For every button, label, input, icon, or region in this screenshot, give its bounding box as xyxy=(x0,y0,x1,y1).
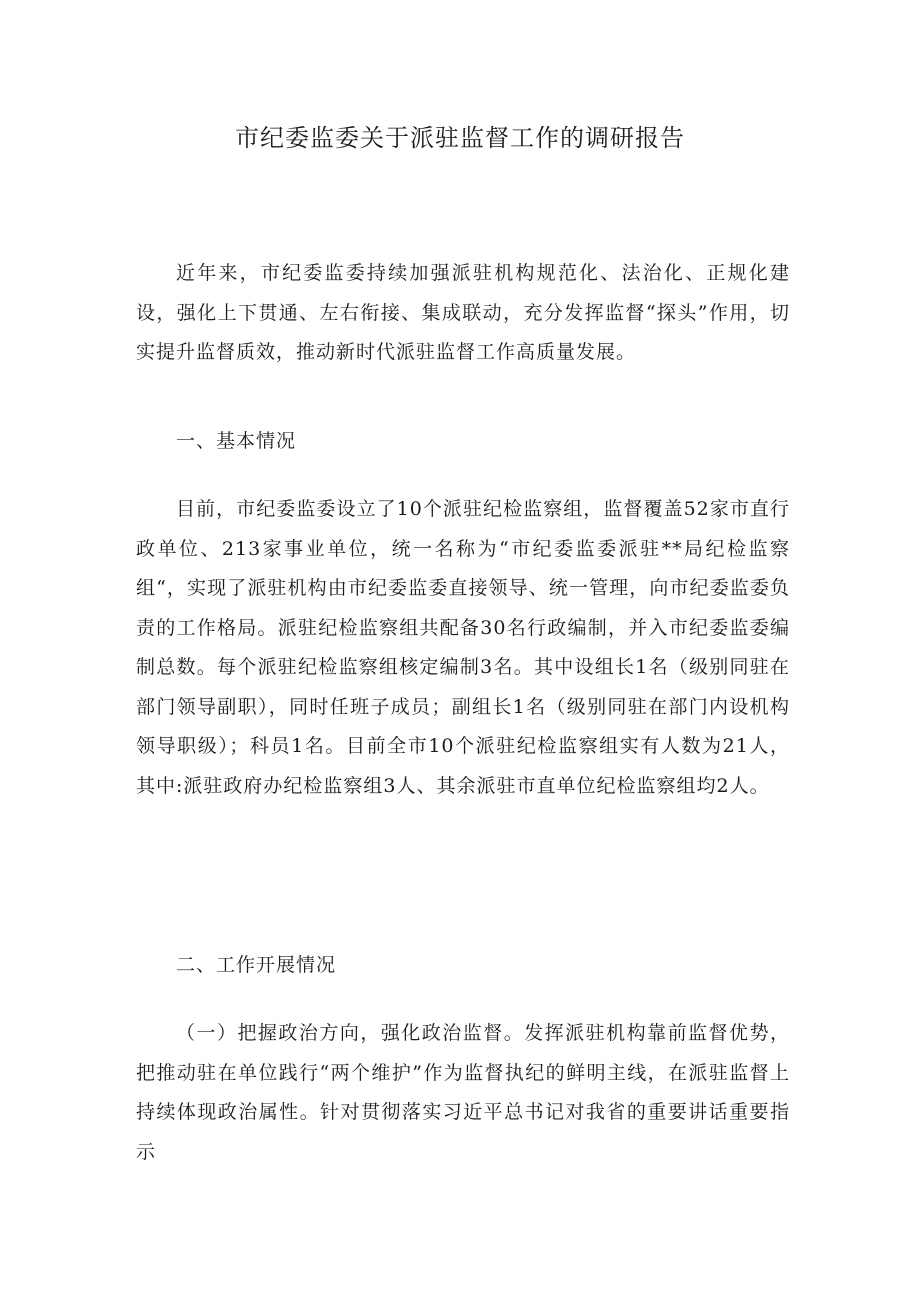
section2-paragraph: （一）把握政治方向，强化政治监督。发挥派驻机构靠前监督优势，把推动驻在单位践行“两个维护”作为监督执纪的鲜明主线，在派驻监督上持续体现政治属性。针对贯彻落实习近平总书记对我省的重要讲话重要指示 xyxy=(136,1022,790,1163)
section1-heading: 一、基本情况 xyxy=(176,430,297,452)
section1-paragraph: 目前，市纪委监委设立了10个派驻纪检监察组，监督覆盖52家市直行政单位、213家事业单位，统一名称为“市纪委监委派驻**局纪检监察组“，实现了派驻机构由市纪委监委直接领导、统一管理，向市纪委监委负责的工作格局。派驻纪检监察组共配备30名行政编制，并入市纪委监委编制总数。每个派驻纪检监察组核定编制3名。其中设组长1名（级别同驻在部门领导副职），同时任班子成员；副组长1名（级别同驻在部门内设机构领导职级）；科员1名。目前全市10个派驻纪检监察组实有人数为21人，其中:派驻政府办纪检监察组3人、其余派驻市直单位纪检监察组均2人。 xyxy=(136,498,790,797)
intro-paragraph: 近年来，市纪委监委持续加强派驻机构规范化、法治化、正规化建设，强化上下贯通、左右衔接、集成联动，充分发挥监督“探头”作用，切实提升监督质效，推动新时代派驻监督工作高质量发展。 xyxy=(136,262,790,363)
document-title: 市纪委监委关于派驻监督工作的调研报告 xyxy=(235,124,685,152)
section2-heading: 二、工作开展情况 xyxy=(176,954,337,976)
